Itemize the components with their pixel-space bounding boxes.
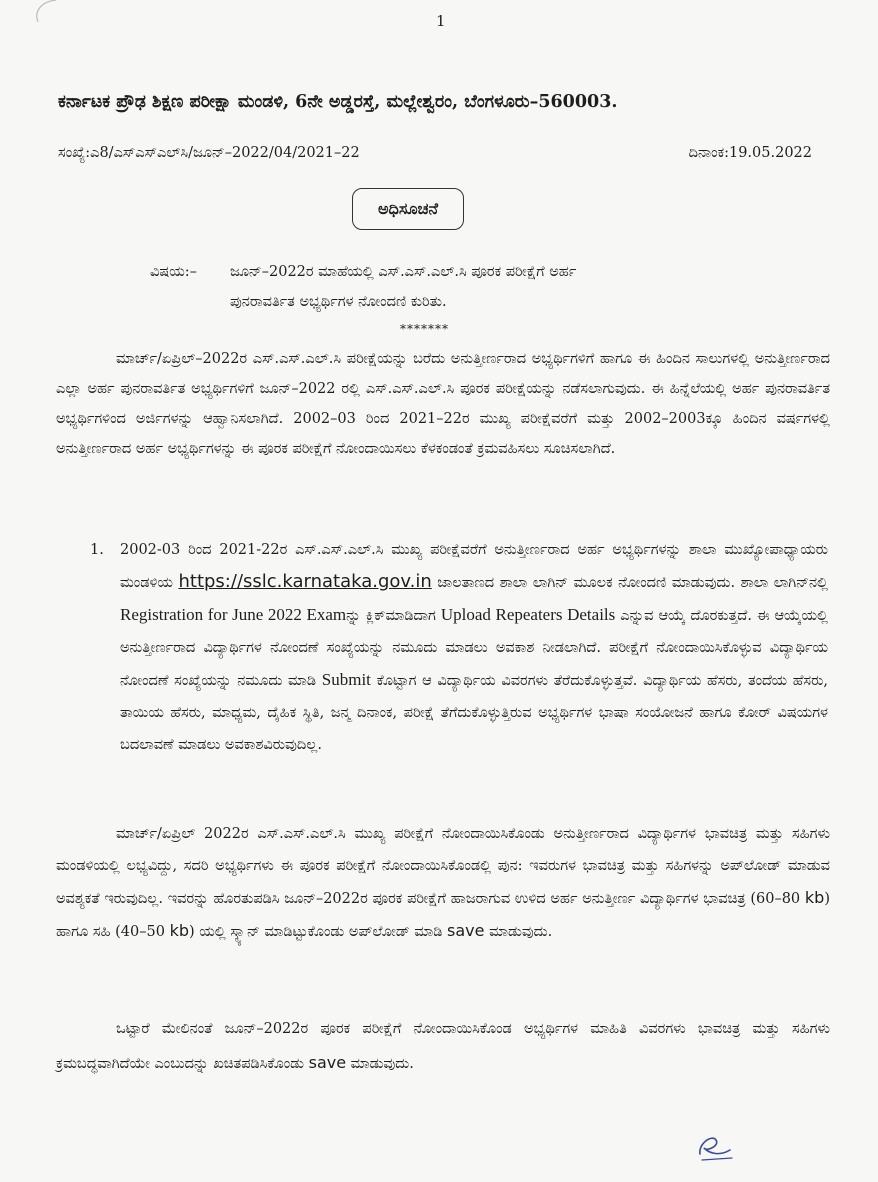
item1-text-b: ಜಾಲತಾಣದ ಶಾಲಾ ಲಾಗಿನ್ ಮೂಲಕ ನೋಂದಣಿ ಮಾಡುವುದು. ಶಾಲಾ ಲಾಗಿನ್‌ನಲ್ಲಿ <box>437 575 829 591</box>
para2-text-b: ) ಹಾಗೂ ಸಹಿ (40–50 <box>56 891 830 940</box>
subject-line-1 <box>150 257 790 287</box>
scan-corner-mark <box>0 0 70 24</box>
list-item-1 <box>90 534 828 761</box>
sslc-website-link[interactable]: https://sslc.karnataka.gov.in <box>178 571 432 592</box>
paragraph-closing <box>56 1013 830 1081</box>
notice-title: ಅಧಿಸೂಚನೆ <box>377 199 439 218</box>
paragraph-photo-signature <box>56 818 830 948</box>
page-number: 1 <box>436 12 446 30</box>
list-number: 1. <box>90 542 104 558</box>
board-heading: ಕರ್ನಾಟಕ ಪ್ರೌಢ ಶಿಕ್ಷಣ ಪರೀಕ್ಷಾ ಮಂಡಳಿ, 6ನೇ ಅಡ್ಡರಸ್ತೆ, ಮಲ್ಲೇಶ್ವರಂ, ಬೆಂಗಳೂರು–560003. <box>58 92 618 112</box>
subject-block <box>150 257 790 317</box>
item1-text-e: ಕೊಟ್ಟಾಗ ಆ ವಿದ್ಯಾರ್ಥಿಯ ವಿವರಗಳು ತೆರೆದುಕೊಳ್ಳುತ್ತವೆ. ವಿದ್ಯಾರ್ಥಿಯ ಹೆಸರು, ತಂದೆಯ ಹೆಸರು, ತಾಯಿಯ ಹೆಸರು, ಮಾಧ್ಯಮ, ದೈಹಿಕ ಸ್ಥಿತಿ, ಜನ್ಮ ದಿನಾಂಕ, ಪರೀಕ್ಷೆ ತೆಗೆದುಕೊಳ್ಳುತ್ತಿರುವ ಅಭ್ಯರ್ಥಿಗಳ ಭಾಷಾ ಸಂಯೋಜನೆ ಹಾಗೂ ಕೋರ್ ವಿಷಯಗಳ ಬದಲಾವಣೆ ಮಾಡಲು ಅವಕಾಶವಿರುವುದಿಲ್ಲ. <box>120 673 828 753</box>
para3-text-b: ಮಾಡುವುದು. <box>350 1056 414 1072</box>
reference-number: ಸಂಖ್ಯೆ:ಎ8/ಎಸ್‌ಎಸ್‌ಎಲ್‌ಸಿ/ಜೂನ್–2022/04/2021–22 <box>58 145 360 161</box>
para3-save: save <box>308 1053 347 1072</box>
subject-text-1: ಜೂನ್–2022ರ ಮಾಹೆಯಲ್ಲಿ ಎಸ್.ಎಸ್.ಎಲ್.ಸಿ ಪೂರಕ ಪರೀಕ್ಷೆಗೆ ಅರ್ಹ <box>230 264 577 280</box>
item1-text-c: ನ್ನು ಕ್ಲಿಕ್‌ಮಾಡಿದಾಗ <box>346 608 436 624</box>
item1-text-a: 2002-03 ರಿಂದ 2021-22ರ ಎಸ್.ಎಸ್.ಎಲ್.ಸಿ ಮುಖ್ಯ ಪರೀಕ್ಷೆವರೆಗೆ ಅನುತ್ತೀರ್ಣರಾದ ಅರ್ಹ ಅಭ್ಯರ್ಥಿಗಳನ್ನು ಶಾಲಾ ಮುಖ್ಯೋಪಾಧ್ಯಾಯರು ಮಂಡಳಿಯ <box>120 542 828 591</box>
notice-date: ದಿನಾಂಕ:19.05.2022 <box>688 145 812 161</box>
para3-text-a: ಒಟ್ಟಾರೆ ಮೇಲಿನಂತೆ ಜೂನ್–2022ರ ಪೂರಕ ಪರೀಕ್ಷೆಗೆ ನೋಂದಾಯಿಸಿಕೊಂಡ ಅಭ್ಯರ್ಥಿಗಳ ಮಾಹಿತಿ ವಿವರಗಳು ಭಾವಚಿತ್ರ ಮತ್ತು ಸಹಿಗಳು ಕ್ರಮಬದ್ಧವಾಗಿದೆಯೇ ಎಂಬುದನ್ನು ಖಚಿತಪಡಿಸಿಕೊಂಡು <box>56 1021 830 1072</box>
separator: ******* <box>400 322 449 336</box>
para2-text-d: ಮಾಡುವುದು. <box>489 924 553 940</box>
signature-mark <box>690 1120 740 1170</box>
para2-text-a: ಮಾರ್ಚ್/ಏಪ್ರಿಲ್ 2022ರ ಎಸ್.ಎಸ್.ಎಲ್.ಸಿ ಮುಖ್ಯ ಪರೀಕ್ಷೆಗೆ ನೋಂದಾಯಿಸಿಕೊಂಡು ಅನುತ್ತೀರ್ಣರಾದ ವಿದ್ಯಾರ್ಥಿಗಳ ಭಾವಚಿತ್ರ ಮತ್ತು ಸಹಿಗಳು ಮಂಡಳಿಯಲ್ಲಿ ಲಭ್ಯವಿದ್ದು, ಸದರಿ ಅಭ್ಯರ್ಥಿಗಳು ಈ ಪೂರಕ ಪರೀಕ್ಷೆಗೆ ನೋಂದಾಯಿಸಿಕೊಂಡಲ್ಲಿ ಪುನ: ಇವರುಗಳ ಭಾವಚಿತ್ರ ಮತ್ತು ಸಹಿಗಳನ್ನು ಅಪ್‌ಲೋಡ್ ಮಾಡುವ ಅವಶ್ಯಕತೆ ಇರುವುದಿಲ್ಲ. ಇವರನ್ನು ಹೊರತುಪಡಿಸಿ ಜೂನ್–2022ರ ಪೂರಕ ಪರೀಕ್ಷೆಗೆ ಹಾಜರಾಗುವ ಉಳಿದ ಅರ್ಹ ಅನುತ್ತೀರ್ಣ ವಿದ್ಯಾರ್ಥಿಗಳ ಭಾವಚಿತ್ರ (60–80 <box>56 826 830 907</box>
paragraph-intro: ಮಾರ್ಚ್/ಏಪ್ರಿಲ್–2022ರ ಎಸ್.ಎಸ್.ಎಲ್.ಸಿ ಪರೀಕ್ಷೆಯನ್ನು ಬರೆದು ಅನುತ್ತೀರ್ಣರಾದ ಅಭ್ಯರ್ಥಿಗಳಿಗೆ ಹಾಗೂ ಈ ಹಿಂದಿನ ಸಾಲುಗಳಲ್ಲಿ ಅನುತ್ತೀರ್ಣರಾದ ಎಲ್ಲಾ ಅರ್ಹ ಪುನರಾವರ್ತಿತ ಅಭ್ಯರ್ಥಿಗಳಿಗೆ ಜೂನ್–2022 ರಲ್ಲಿ ಎಸ್.ಎಸ್.ಎಲ್.ಸಿ ಪೂರಕ ಪರೀಕ್ಷೆಯನ್ನು ನಡೆಸಲಾಗುವುದು. ಈ ಹಿನ್ನೆಲೆಯಲ್ಲಿ ಅರ್ಹ ಪುನರಾವರ್ತಿತ ಅಭ್ಯರ್ಥಿಗಳಿಂದ ಅರ್ಜಿಗಳನ್ನು ಆಹ್ವಾನಿಸಲಾಗಿದೆ. 2002–03 ರಿಂದ 2021–22ರ ಮುಖ್ಯ ಪರೀಕ್ಷೆವರೆಗೆ ಮತ್ತು 2002–2003ಕ್ಕೂ ಹಿಂದಿನ ವರ್ಷಗಳಲ್ಲಿ ಅನುತ್ತೀರ್ಣರಾದ ಅರ್ಹ ಅಭ್ಯರ್ಥಿಗಳನ್ನು ಈ ಪೂರಕ ಪರೀಕ್ಷೆಗೆ ನೋಂದಾಯಿಸಲು ಕೆಳಕಂಡಂತೆ ಕ್ರಮವಹಿಸಲು ಸೂಚಿಸಲಾಗಿದೆ. <box>56 351 830 457</box>
item1-en-upload: Upload Repeaters Details <box>440 605 616 624</box>
notice-title-box <box>352 188 464 230</box>
para2-kb-2: kb <box>169 921 189 940</box>
para2-text-c: ) ಯಲ್ಲಿ ಸ್ಕ್ಯಾನ್ ಮಾಡಿಟ್ಟುಕೊಂಡು ಅಪ್‌ಲೋಡ್ ಮಾಡಿ <box>188 924 443 940</box>
item1-text-d: ಎನ್ನುವ ಆಯ್ಕೆ ದೊರಕುತ್ತದೆ. ಈ ಆಯ್ಕೆಯಲ್ಲಿ ಅನುತ್ತೀರ್ಣರಾದ ವಿದ್ಯಾರ್ಥಿಗಳ ನೋಂದಣೆ ಸಂಖ್ಯೆಯನ್ನು ನಮೂದು ಮಾಡಲು ಅವಕಾಶ ನೀಡಲಾಗಿದೆ. ಪರೀಕ್ಷೆಗೆ ನೋಂದಾಯಿಸಿಕೊಳ್ಳುವ ವಿದ್ಯಾರ್ಥಿಯ ನೋಂದಣೆ ಸಂಖ್ಯೆಯನ್ನು ನಮೂದು ಮಾಡಿ <box>120 608 829 689</box>
para2-save: save <box>447 921 485 940</box>
item1-en-submit: Submit <box>321 670 371 689</box>
subject-text-2: ಪುನರಾವರ್ತಿತ ಅಭ್ಯರ್ಥಿಗಳ ನೋಂದಣಿ ಕುರಿತು. <box>230 294 447 310</box>
item1-en-registration: Registration for June 2022 Exam <box>120 605 347 624</box>
subject-label: ವಿಷಯ:– <box>150 264 197 280</box>
para2-kb-1: kb <box>804 888 825 907</box>
